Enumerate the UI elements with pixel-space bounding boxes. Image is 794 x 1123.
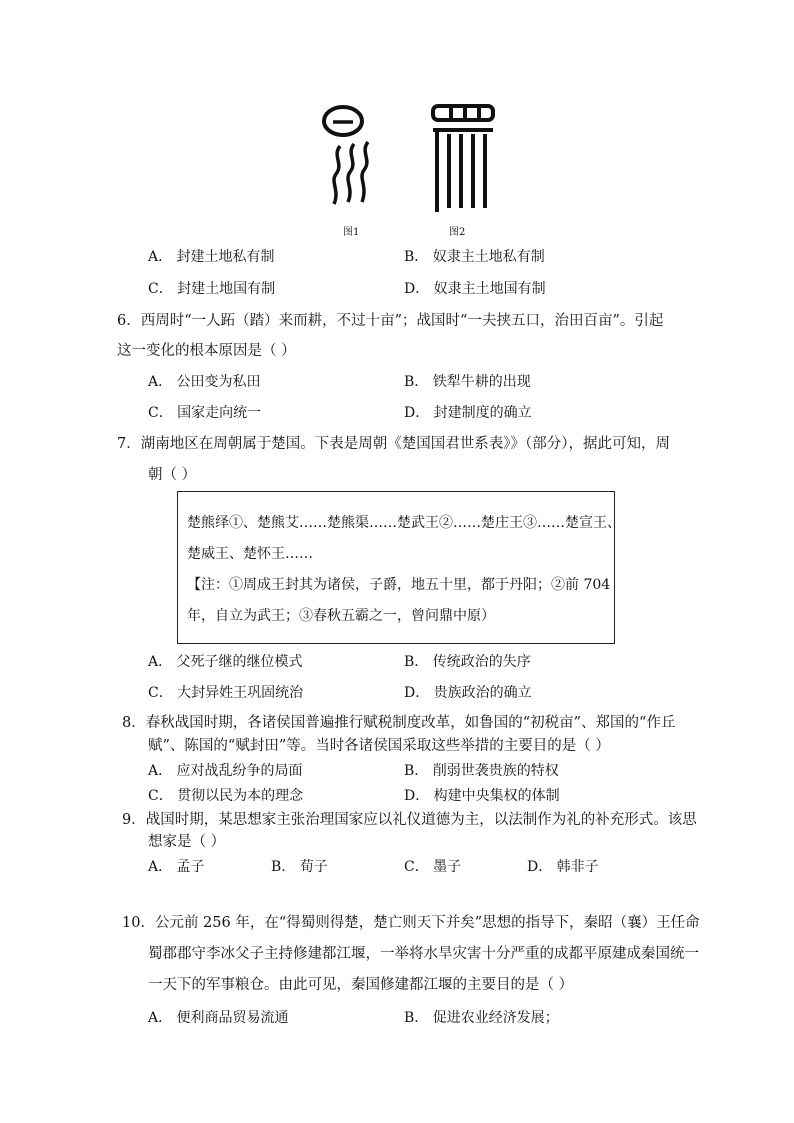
figure-1-caption: 图1 [343, 227, 360, 238]
q8-stem-line1: 8．春秋战国时期，各诸侯国普遍推行赋税制度改革，如鲁国的“初税亩”、郑国的“作丘 [122, 715, 676, 731]
q9-stem-line1: 9．战国时期，某思想家主张治理国家应以礼仪道德为主，以法制作为礼的补充形式。该思 [122, 812, 697, 828]
q5-option-d: D． 奴隶主土地国有制 [404, 281, 546, 297]
q9-stem-line2: 想家是（ ） [148, 834, 226, 850]
q6-option-a: A． 公田变为私田 [148, 374, 261, 390]
q10-stem-line1: 10．公元前 256 年，在“得蜀则得楚，楚亡则天下并矣”思想的指导下，秦昭（襄）王任命 [122, 915, 700, 931]
q7-option-c: C． 大封异姓王巩固统治 [148, 685, 304, 701]
q5-option-a: A． 封建土地私有制 [148, 249, 275, 265]
q7-stem-line2: 朝（ ） [148, 467, 197, 483]
q7-stem-line1: 7．湖南地区在周朝属于楚国。下表是周朝《楚国国君世系表》》（部分），据此可知，周 [117, 436, 670, 452]
q7-box-line3: 【注：①周成王封其为诸侯，子爵，地五十里，都于丹阳；②前 704 [187, 577, 611, 593]
q9-option-d: D． 韩非子 [527, 859, 599, 875]
q7-option-d: D． 贵族政治的确立 [404, 685, 532, 701]
figure-1-glyph [318, 104, 378, 204]
q8-stem-line2: 赋”、陈国的“赋封田”等。当时各诸侯国采取这些举措的主要目的是（ ） [148, 738, 610, 754]
q8-option-b: B． 削弱世袭贵族的特权 [404, 763, 559, 779]
q5-option-b: B． 奴隶主土地私有制 [404, 249, 545, 265]
q5-option-c: C． 封建土地国有制 [148, 281, 276, 297]
q6-stem-line2: 这一变化的根本原因是（ ） [117, 343, 296, 359]
q10-option-b: B． 促进农业经济发展； [404, 1010, 559, 1026]
q6-option-d: D． 封建制度的确立 [404, 405, 532, 421]
figure-2-caption: 图2 [449, 227, 466, 238]
q10-stem-line2: 蜀郡郡守李冰父子主持修建都江堰，一举将水旱灾害十分严重的成都平原建成秦国统一 [148, 946, 699, 962]
q10-option-a: A． 便利商品贸易流通 [148, 1010, 289, 1026]
q9-option-c: C． 墨子 [404, 859, 462, 875]
q6-stem-line1: 6．西周时“一人跖（踏）来而耕，不过十亩”；战国时“一夫挟五口，治田百亩”。引起 [117, 313, 664, 329]
q8-option-a: A． 应对战乱纷争的局面 [148, 763, 303, 779]
q7-box-line4: 年，自立为武王；③春秋五霸之一，曾问鼎中原） [187, 608, 495, 624]
q6-option-b: B． 铁犁牛耕的出现 [404, 374, 531, 390]
q6-option-c: C． 国家走向统一 [148, 405, 262, 421]
q10-stem-line3: 一天下的军事粮仓。由此可见，秦国修建都江堰的主要目的是（ ） [148, 977, 574, 993]
q8-option-d: D． 构建中央集权的体制 [404, 788, 560, 804]
q7-box-line1: 楚熊绎①、楚熊艾……楚熊渠……楚武王②……楚庄王③……楚宣王、 [187, 515, 621, 531]
q8-option-c: C． 贯彻以民为本的理念 [148, 788, 304, 804]
q7-option-a: A． 父死子继的继位模式 [148, 654, 303, 670]
q7-box-line2: 楚威王、楚怀王…… [187, 546, 313, 562]
figure-2-glyph [431, 104, 497, 214]
q9-option-b: B． 荀子 [271, 859, 328, 875]
q7-option-b: B． 传统政治的失序 [404, 654, 531, 670]
q9-option-a: A． 孟子 [148, 859, 205, 875]
